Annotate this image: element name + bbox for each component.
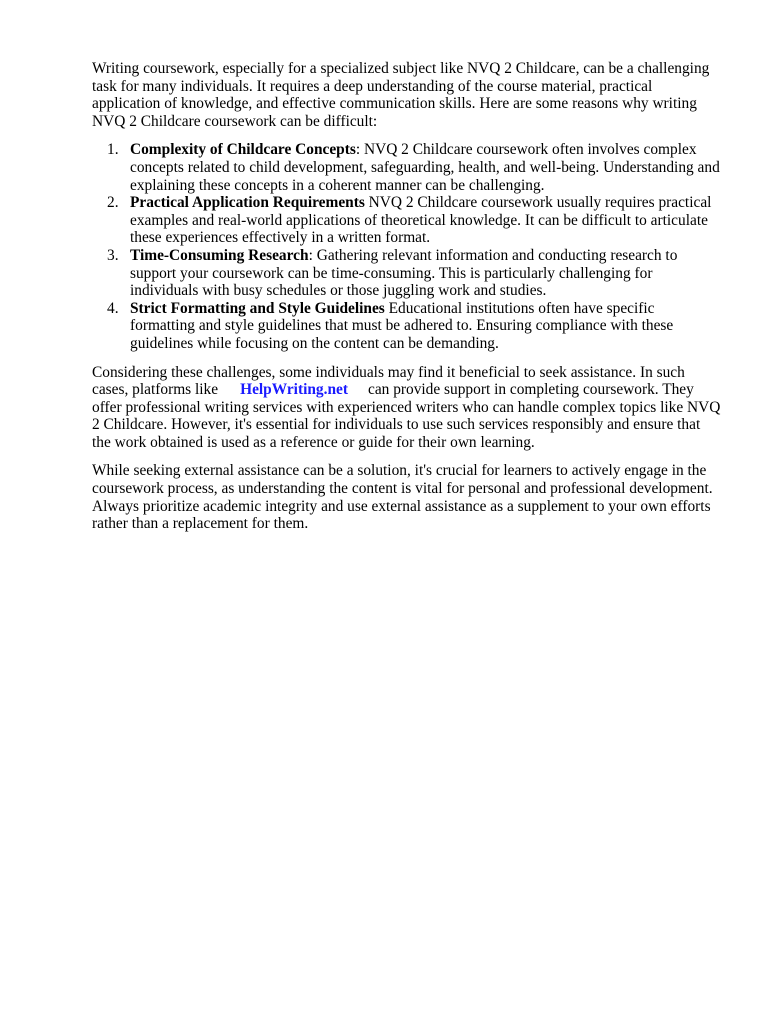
list-item-title: Complexity of Childcare Concepts: [130, 141, 356, 159]
list-item-text: NVQ 2 Childcare coursework usually requires practical examples and real-world applications of theoretical knowledge. It can be difficult to articulate these experiences effectively in a written format.: [130, 194, 712, 247]
list-item-text: Educational institutions often have specific formatting and style guidelines that must be adhered to. Ensuring compliance with these guidelines while focusing on the content can be demanding.: [130, 299, 674, 352]
list-item-title: Strict Formatting and Style Guidelines: [130, 299, 385, 317]
closing-paragraph: While seeking external assistance can be a solution, it's crucial for learners to actively engage in the coursework process, as understanding the content is vital for personal and professional development. Always prioritize academic integrity and use external assistance as a supplement to your own efforts rather than a replacement for them.: [92, 462, 713, 533]
list-item-text: NVQ 2 Childcare coursework often involves complex concepts related to child development, safeguarding, health, and well-being. Understanding and explaining these concepts in a coherent manner can be challenging.: [130, 141, 720, 194]
list-item-title: Practical Application Requirements: [130, 194, 365, 212]
intro-paragraph: Writing coursework, especially for a specialized subject like NVQ 2 Childcare, can be a challenging task for many individuals. It requires a deep understanding of the course material, practical application of knowledge, and effective communication skills. Here are some reasons why writing NVQ 2 Childcare coursework can be difficult:: [92, 60, 710, 130]
list-item: [92, 194, 722, 247]
reasons-list: [92, 141, 722, 352]
list-item-title: Time-Consuming Research: [130, 246, 309, 264]
assistance-text-before: Considering these challenges, some individuals may find it beneficial to seek assistance. In such cases, platforms like: [92, 363, 685, 399]
list-item: [92, 300, 722, 353]
list-item-number: 1.: [107, 141, 119, 159]
list-item-separator: :: [355, 141, 361, 159]
helpwriting-link[interactable]: HelpWriting.net: [240, 381, 348, 399]
list-item-number: 4.: [107, 299, 119, 317]
assistance-paragraph: [92, 364, 722, 452]
list-item: [92, 141, 722, 194]
list-item-number: 2.: [107, 194, 119, 212]
list-item-separator: :: [308, 246, 313, 264]
list-item-number: 3.: [107, 246, 119, 264]
list-item: [92, 247, 722, 300]
list-item-text: Gathering relevant information and conducting research to support your coursework can be time-consuming. This is particularly challenging for individuals with busy schedules or those juggling work and studies.: [130, 246, 678, 300]
document-page: [92, 60, 722, 533]
assistance-text-after: can provide support in completing coursework. They offer professional writing services with experienced writers who can handle complex topics like NVQ 2 Childcare. However, it's essential for individuals to use such services responsibly and ensure that the work obtained is used as a reference or guide for their own learning.: [92, 381, 721, 451]
